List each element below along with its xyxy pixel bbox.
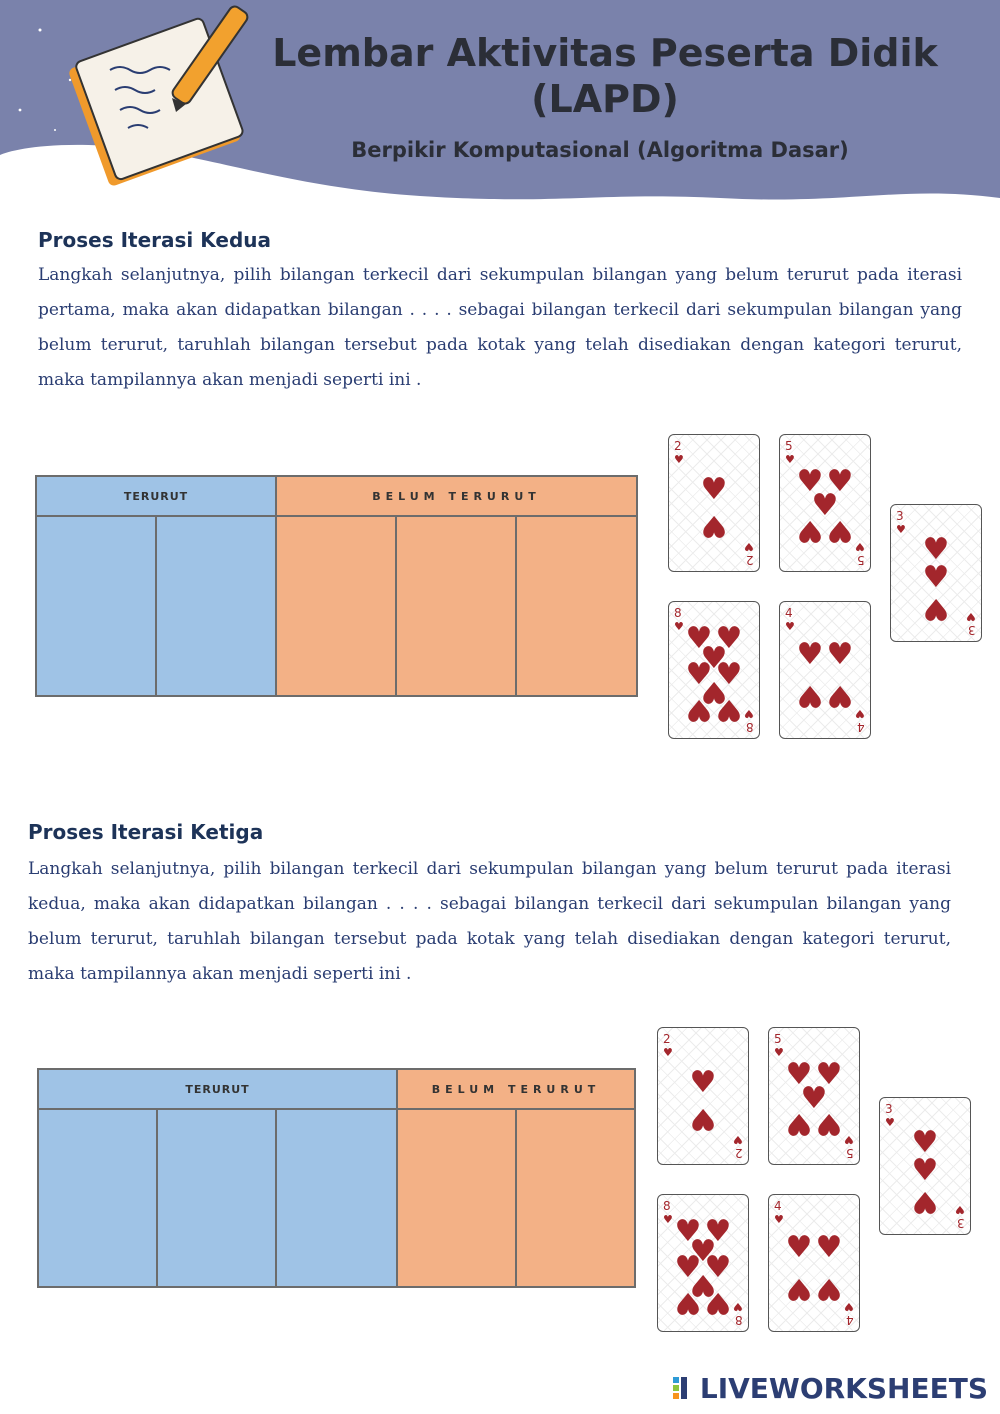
heart-icon: ♥ xyxy=(911,1184,939,1219)
sorting-table-iterasi-ketiga xyxy=(37,1068,636,1288)
drop-slot-unsorted[interactable] xyxy=(395,515,517,697)
heart-icon: ♥ xyxy=(785,1057,813,1092)
card-rank: 2 xyxy=(746,553,754,567)
heart-icon: ♥ xyxy=(700,472,728,507)
heart-icon: ♥ xyxy=(700,508,728,543)
playing-card-5[interactable] xyxy=(779,434,871,572)
heart-icon: ♥ xyxy=(922,560,950,595)
card-rank: 4 xyxy=(774,1199,782,1213)
heart-icon: ♥ xyxy=(700,674,728,709)
heart-icon: ♥ xyxy=(922,532,950,567)
heart-icon: ♥ xyxy=(685,621,713,656)
liveworksheets-logo xyxy=(672,1372,988,1405)
heart-icon: ♥ xyxy=(689,1065,717,1100)
heart-icon: ♥ xyxy=(855,707,865,720)
card-rank: 5 xyxy=(846,1146,854,1160)
heart-icon: ♥ xyxy=(811,488,839,523)
heart-icon: ♥ xyxy=(774,1213,784,1226)
heart-icon: ♥ xyxy=(844,1133,854,1146)
heart-icon: ♥ xyxy=(815,1106,843,1141)
header-belum-terurut: BELUM TERURUT xyxy=(275,475,638,517)
drop-slot-unsorted[interactable] xyxy=(275,515,397,697)
heart-icon: ♥ xyxy=(911,1153,939,1188)
card-rank: 2 xyxy=(674,439,682,453)
drop-slot-sorted[interactable] xyxy=(35,515,157,697)
card-rank: 3 xyxy=(968,623,976,637)
sorting-table-iterasi-kedua xyxy=(35,475,638,697)
card-rank: 3 xyxy=(896,509,904,523)
drop-slot-unsorted[interactable] xyxy=(515,1108,636,1288)
section-title-iterasi-ketiga: Proses Iterasi Ketiga xyxy=(28,820,264,844)
heart-icon: ♥ xyxy=(785,1271,813,1306)
heart-icon: ♥ xyxy=(700,641,728,676)
heart-icon: ♥ xyxy=(815,1230,843,1265)
heart-icon: ♥ xyxy=(785,453,795,466)
heart-icon: ♥ xyxy=(885,1116,895,1129)
heart-icon: ♥ xyxy=(704,1285,732,1320)
heart-icon: ♥ xyxy=(685,657,713,692)
heart-icon: ♥ xyxy=(785,1230,813,1265)
header-banner xyxy=(0,0,1000,205)
heart-icon: ♥ xyxy=(826,637,854,672)
drop-slot-unsorted[interactable] xyxy=(515,515,638,697)
playing-card-2[interactable] xyxy=(668,434,760,572)
heart-icon: ♥ xyxy=(815,1271,843,1306)
heart-icon: ♥ xyxy=(715,621,743,656)
heart-icon: ♥ xyxy=(715,692,743,727)
heart-icon: ♥ xyxy=(689,1101,717,1136)
heart-icon: ♥ xyxy=(674,1250,702,1285)
card-rank: 2 xyxy=(663,1032,671,1046)
heart-icon: ♥ xyxy=(826,464,854,499)
header-terurut: TERURUT xyxy=(37,1068,398,1110)
card-rank: 8 xyxy=(674,606,682,620)
heart-icon: ♥ xyxy=(733,1133,743,1146)
section-paragraph-iterasi-kedua: Langkah selanjutnya, pilih bilangan terkecil dari sekumpulan bilangan yang belum terurut pada iterasi pertama, maka akan didapatkan bilangan . . . . sebagai bilangan terkecil dari sekumpulan bilangan yang belum terurut, taruhlah bilangan tersebut pada kotak yang telah disediakan dengan kategori terurut, maka tampilannya akan menjadi seperti ini . xyxy=(38,265,962,390)
heart-icon: ♥ xyxy=(815,1057,843,1092)
drop-slot-unsorted[interactable] xyxy=(396,1108,517,1288)
card-rank: 4 xyxy=(785,606,793,620)
card-rank: 5 xyxy=(774,1032,782,1046)
section-paragraph-iterasi-ketiga: Langkah selanjutnya, pilih bilangan terkecil dari sekumpulan bilangan yang belum terurut pada iterasi kedua, maka akan didapatkan bilangan . . . . sebagai bilangan terkecil dari sekumpulan bilangan yang belum terurut, taruhlah bilangan tersebut pada kotak yang telah disediakan dengan kategori terurut, maka tampilannya akan menjadi seperti ini . xyxy=(28,859,951,984)
heart-icon: ♥ xyxy=(826,678,854,713)
playing-card-2[interactable] xyxy=(657,1027,749,1165)
brand-text: LIVEWORKSHEETS xyxy=(699,1372,988,1405)
heart-icon: ♥ xyxy=(800,1081,828,1116)
heart-icon: ♥ xyxy=(674,453,684,466)
card-rank: 5 xyxy=(857,553,865,567)
heart-icon: ♥ xyxy=(715,657,743,692)
playing-card-8[interactable] xyxy=(657,1194,749,1332)
heart-icon: ♥ xyxy=(704,1250,732,1285)
heart-icon: ♥ xyxy=(796,637,824,672)
playing-card-4[interactable] xyxy=(779,601,871,739)
card-rank: 2 xyxy=(735,1146,743,1160)
card-rank: 5 xyxy=(785,439,793,453)
heart-icon: ♥ xyxy=(896,523,906,536)
heart-icon: ♥ xyxy=(911,1125,939,1160)
heart-icon: ♥ xyxy=(785,620,795,633)
heart-icon: ♥ xyxy=(922,591,950,626)
section-title-iterasi-kedua: Proses Iterasi Kedua xyxy=(38,228,272,252)
playing-card-8[interactable] xyxy=(668,601,760,739)
heart-icon: ♥ xyxy=(685,692,713,727)
header-belum-terurut: BELUM TERURUT xyxy=(396,1068,636,1110)
playing-card-3[interactable] xyxy=(890,504,982,642)
header-terurut: TERURUT xyxy=(35,475,277,517)
card-rank: 4 xyxy=(846,1313,854,1327)
heart-icon: ♥ xyxy=(796,464,824,499)
card-rank: 3 xyxy=(885,1102,893,1116)
drop-slot-sorted[interactable] xyxy=(156,1108,277,1288)
heart-icon: ♥ xyxy=(844,1300,854,1313)
heart-icon: ♥ xyxy=(674,1214,702,1249)
heart-icon: ♥ xyxy=(663,1213,673,1226)
heart-icon: ♥ xyxy=(796,513,824,548)
heart-icon: ♥ xyxy=(744,540,754,553)
heart-icon: ♥ xyxy=(826,513,854,548)
heart-icon: ♥ xyxy=(674,1285,702,1320)
card-rank: 8 xyxy=(735,1313,743,1327)
heart-icon: ♥ xyxy=(689,1267,717,1302)
heart-icon: ♥ xyxy=(689,1234,717,1269)
playing-card-4[interactable] xyxy=(768,1194,860,1332)
drop-slot-sorted[interactable] xyxy=(37,1108,158,1288)
card-rank: 3 xyxy=(957,1216,965,1230)
drop-slot-sorted[interactable] xyxy=(155,515,277,697)
card-rank: 8 xyxy=(663,1199,671,1213)
heart-icon: ♥ xyxy=(663,1046,673,1059)
liveworksheets-logo-icon xyxy=(672,1375,698,1401)
heart-icon: ♥ xyxy=(785,1106,813,1141)
heart-icon: ♥ xyxy=(674,620,684,633)
heart-icon: ♥ xyxy=(966,610,976,623)
heart-icon: ♥ xyxy=(733,1300,743,1313)
page-title: Lembar Aktivitas Peserta Didik (LAPD) xyxy=(272,31,938,121)
playing-card-5[interactable] xyxy=(768,1027,860,1165)
card-rank: 4 xyxy=(857,720,865,734)
card-rank: 8 xyxy=(746,720,754,734)
playing-card-3[interactable] xyxy=(879,1097,971,1235)
page-subtitle: Berpikir Komputasional (Algoritma Dasar) xyxy=(351,138,849,162)
heart-icon: ♥ xyxy=(774,1046,784,1059)
drop-slot-sorted[interactable] xyxy=(275,1108,398,1288)
heart-icon: ♥ xyxy=(955,1203,965,1216)
heart-icon: ♥ xyxy=(855,540,865,553)
heart-icon: ♥ xyxy=(796,678,824,713)
heart-icon: ♥ xyxy=(704,1214,732,1249)
heart-icon: ♥ xyxy=(744,707,754,720)
